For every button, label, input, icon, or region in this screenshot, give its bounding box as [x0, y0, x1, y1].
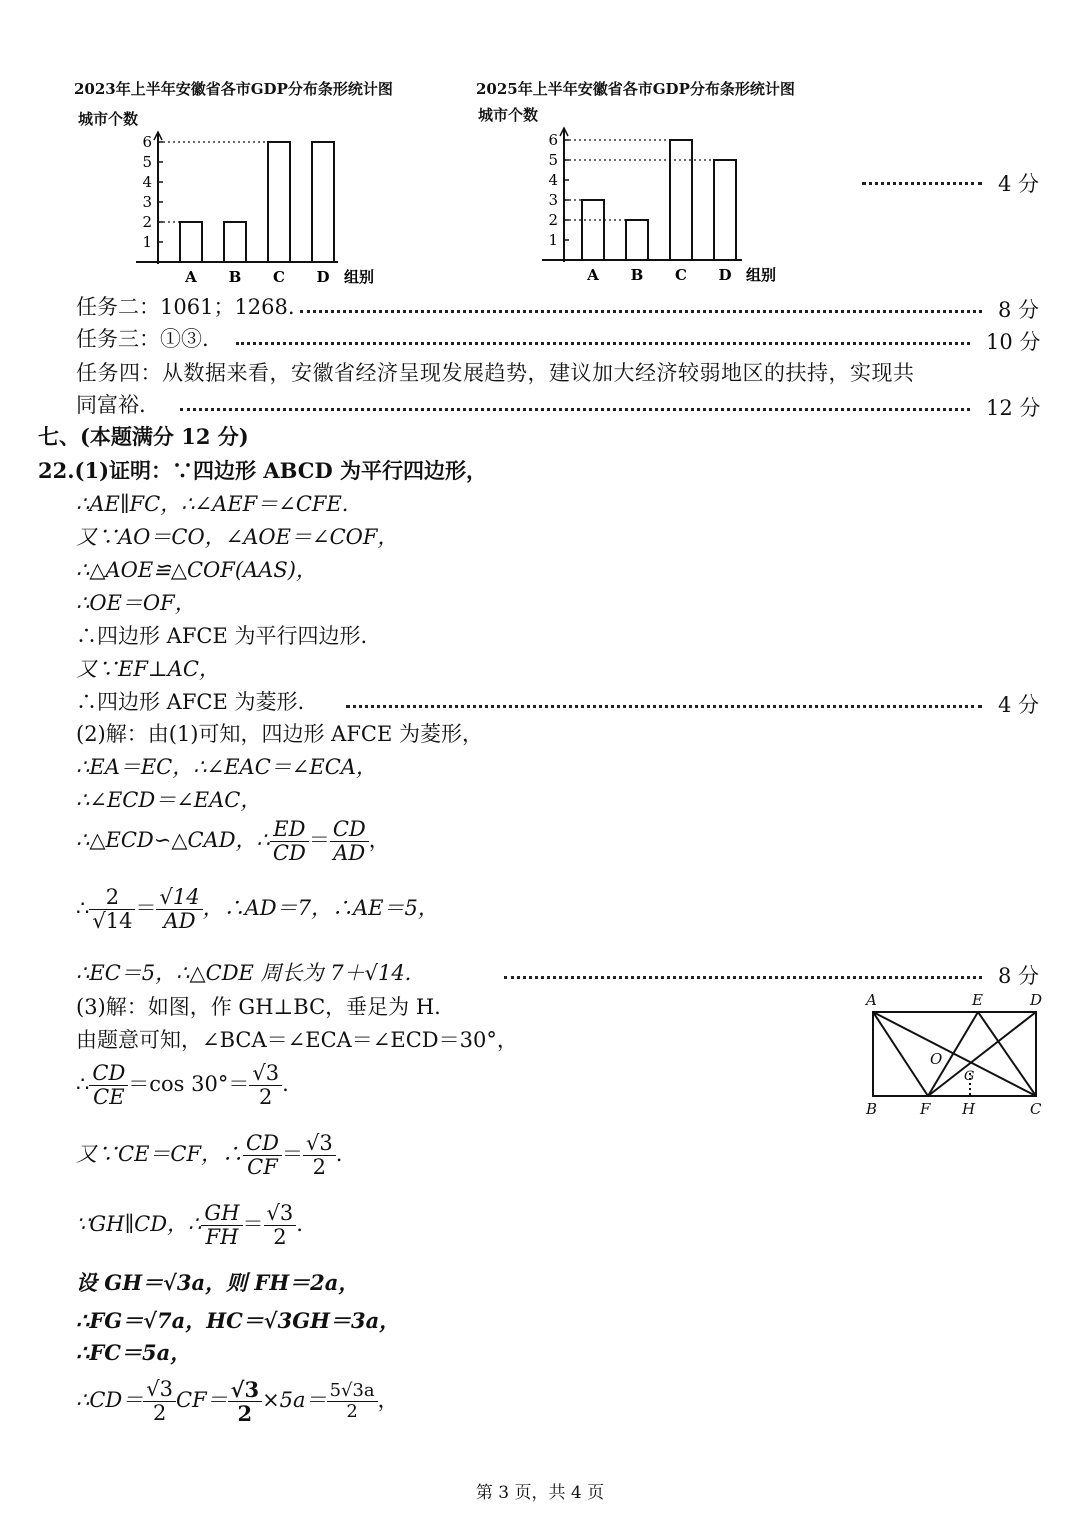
x-tick-label: B	[228, 268, 242, 286]
bar-b	[224, 222, 246, 262]
text: 又∵CE＝CF，∴	[76, 1142, 244, 1167]
proof-line: (2)解：由(1)可知，四边形 AFCE 为菱形，	[76, 722, 483, 746]
text: ＝cos 30°＝	[128, 1072, 250, 1097]
denominator: 2	[152, 1401, 167, 1426]
text: CF＝	[176, 1388, 228, 1413]
leader-dots	[862, 182, 982, 185]
segment-ec	[978, 1012, 1036, 1096]
y-tick-label: 6	[142, 133, 152, 151]
text: ，	[377, 1388, 399, 1413]
y-tick-label: 2	[142, 213, 152, 231]
score: 4 分	[998, 172, 1040, 196]
denominator: CF	[247, 1155, 278, 1180]
equals: ＝	[242, 1212, 264, 1237]
proof-line: 又∵AO＝CO，∠AOE＝∠COF，	[76, 525, 399, 549]
leader-dots	[236, 342, 970, 345]
x-tick-label: A	[185, 268, 197, 286]
proof-line-fraction	[76, 1132, 342, 1179]
text: .	[282, 1072, 289, 1097]
text: ∴	[76, 896, 90, 921]
y-tick-label: 2	[548, 211, 558, 229]
score: 8 分	[998, 298, 1040, 322]
fraction	[228, 1378, 262, 1425]
leader-dots	[504, 976, 982, 979]
bar-a	[180, 222, 202, 262]
y-tick-label: 1	[142, 233, 152, 251]
proof-line: ∴OE＝OF，	[76, 591, 196, 615]
proof-line: ∴FG＝√7a，HC＝√3GH＝3a，	[76, 1308, 401, 1333]
fraction	[89, 886, 135, 933]
proof-line: ∴四边形 AFCE 为平行四边形.	[76, 624, 368, 648]
text: ∴	[76, 1072, 90, 1097]
label-h: H	[962, 1100, 976, 1118]
label-g: G	[964, 1069, 975, 1084]
numerator: √14	[156, 886, 202, 910]
proof-line-fraction	[76, 1062, 289, 1109]
numerator: 2	[89, 886, 135, 910]
leader-dots	[180, 408, 970, 411]
denominator: 2	[237, 1401, 253, 1427]
text: ，∴AD＝7，∴AE＝5，	[202, 896, 439, 921]
y-tick-label: 5	[142, 153, 152, 171]
proof-line: 由题意可知，∠BCA＝∠ECA＝∠ECD＝30°，	[76, 1028, 518, 1052]
denominator: FH	[205, 1225, 239, 1250]
segment-af	[873, 1012, 928, 1096]
segment-fd	[928, 1012, 1036, 1096]
bar-b	[626, 220, 648, 260]
fraction	[143, 1378, 176, 1425]
denominator: 2	[312, 1155, 327, 1180]
bar-d	[714, 160, 736, 260]
chart-2025	[472, 74, 802, 289]
y-tick-label: 6	[548, 131, 558, 149]
denominator: CE	[93, 1085, 125, 1110]
proof-line: ∴EA＝EC，∴∠EAC＝∠ECA，	[76, 755, 377, 779]
numerator: √3	[264, 1202, 297, 1226]
y-axis-label: 城市个数	[478, 106, 539, 124]
geometry-figure	[860, 988, 1050, 1118]
proof-line: ∴四边形 AFCE 为菱形.	[76, 690, 305, 714]
chart-title: 2025年上半年安徽省各市GDP分布条形统计图	[476, 80, 795, 98]
task-three: 任务三：①③.	[76, 327, 209, 351]
proof-line-fraction	[76, 1202, 303, 1249]
text: ×5a＝	[262, 1388, 327, 1413]
fraction	[327, 1381, 378, 1422]
y-tick-label: 5	[548, 151, 558, 169]
denominator: 2	[259, 1085, 273, 1110]
task-two: 任务二：1061；1268.	[76, 295, 295, 319]
proof-line-fraction	[76, 1378, 399, 1425]
score: 8 分	[998, 964, 1040, 988]
proof-line: ∴FC＝5a，	[76, 1340, 192, 1365]
figure-svg	[860, 988, 1050, 1118]
leader-dots	[346, 705, 982, 708]
text: ∵GH∥CD，∴	[76, 1212, 202, 1237]
numerator: ED	[270, 818, 309, 842]
section-heading: 七、(本题满分 12 分)	[38, 424, 249, 449]
numerator: 5√3a	[327, 1381, 378, 1402]
numerator: √3	[143, 1378, 176, 1402]
fraction	[270, 818, 309, 865]
text: .	[335, 1142, 343, 1167]
text: ∴△ECD∽△CAD，∴	[76, 828, 270, 853]
proof-line: ∴AE∥FC，∴∠AEF＝∠CFE.	[76, 492, 349, 516]
denominator: √14	[92, 909, 133, 934]
label-a: A	[866, 991, 877, 1009]
label-c: C	[1030, 1100, 1042, 1118]
leader-dots	[300, 310, 982, 313]
bar-a	[582, 200, 604, 260]
numerator: GH	[201, 1202, 242, 1226]
numerator: √3	[249, 1062, 282, 1086]
equals: ＝	[281, 1142, 303, 1167]
bar-c	[670, 140, 692, 260]
x-tick-label: B	[630, 266, 644, 284]
label-b: B	[866, 1100, 878, 1118]
chart-svg	[70, 74, 400, 289]
x-tick-label: A	[587, 266, 599, 284]
fraction	[330, 818, 369, 865]
fraction	[249, 1062, 282, 1109]
numerator: CD	[89, 1062, 128, 1086]
bar-d	[312, 142, 334, 262]
proof-line-fraction	[76, 818, 390, 865]
fraction	[264, 1202, 297, 1249]
numerator: √3	[228, 1378, 262, 1402]
page-footer: 第 3 页，共 4 页	[475, 1483, 605, 1503]
bar-c	[268, 142, 290, 262]
x-axis-label: 组别	[344, 268, 375, 286]
diagonal-ac	[873, 1012, 1036, 1096]
score: 10 分	[986, 330, 1041, 354]
chart-title: 2023年上半年安徽省各市GDP分布条形统计图	[74, 80, 393, 98]
proof-line: 又∵EF⊥AC，	[76, 657, 220, 681]
fraction	[243, 1132, 282, 1179]
equals: ＝	[308, 828, 330, 853]
fraction	[303, 1132, 336, 1179]
denominator: 2	[346, 1401, 358, 1423]
text: ∴CD＝	[76, 1388, 144, 1413]
y-tick-label: 1	[548, 231, 558, 249]
proof-line: ∴EC＝5，∴△CDE 周长为 7＋√14.	[76, 961, 412, 985]
label-d: D	[1030, 991, 1043, 1009]
fraction	[156, 886, 202, 933]
y-tick-label: 4	[548, 171, 558, 189]
proof-line-fraction	[76, 886, 439, 933]
y-tick-label: 4	[142, 173, 152, 191]
numerator: CD	[330, 818, 369, 842]
x-axis-label: 组别	[746, 266, 777, 284]
score: 4 分	[998, 693, 1040, 717]
task-four-line1: 任务四：从数据来看，安徽省经济呈现发展趋势，建议加大经济较弱地区的扶持，实现共	[76, 361, 915, 385]
proof-line: 22.(1)证明：∵四边形 ABCD 为平行四边形，	[38, 458, 487, 483]
y-tick-label: 3	[548, 191, 558, 209]
x-tick-label: C	[273, 268, 285, 286]
proof-line: ∴△AOE≌△COF(AAS)，	[76, 558, 317, 582]
fraction	[201, 1202, 242, 1249]
numerator: CD	[243, 1132, 282, 1156]
numerator: √3	[303, 1132, 336, 1156]
proof-line: 设 GH＝√3a，则 FH＝2a，	[76, 1270, 360, 1295]
y-tick-label: 3	[142, 193, 152, 211]
proof-line: (3)解：如图，作 GH⊥BC，垂足为 H.	[76, 995, 441, 1019]
fraction	[89, 1062, 128, 1109]
text: ，	[368, 828, 390, 853]
denominator: 2	[273, 1225, 287, 1250]
text: .	[296, 1212, 303, 1237]
chart-2023	[70, 74, 400, 289]
y-axis-label: 城市个数	[78, 110, 139, 128]
denominator: AD	[333, 841, 366, 866]
x-tick-label: C	[675, 266, 687, 284]
x-tick-label: D	[316, 268, 330, 286]
denominator: CD	[272, 841, 306, 866]
label-e: E	[972, 991, 983, 1009]
proof-line: ∴∠ECD＝∠EAC，	[76, 788, 262, 812]
score: 12 分	[986, 396, 1041, 420]
denominator: AD	[163, 909, 196, 934]
label-f: F	[920, 1100, 931, 1118]
task-four-line2: 同富裕.	[76, 393, 146, 417]
equals: ＝	[135, 896, 157, 921]
x-tick-label: D	[718, 266, 732, 284]
label-o: O	[930, 1050, 943, 1068]
